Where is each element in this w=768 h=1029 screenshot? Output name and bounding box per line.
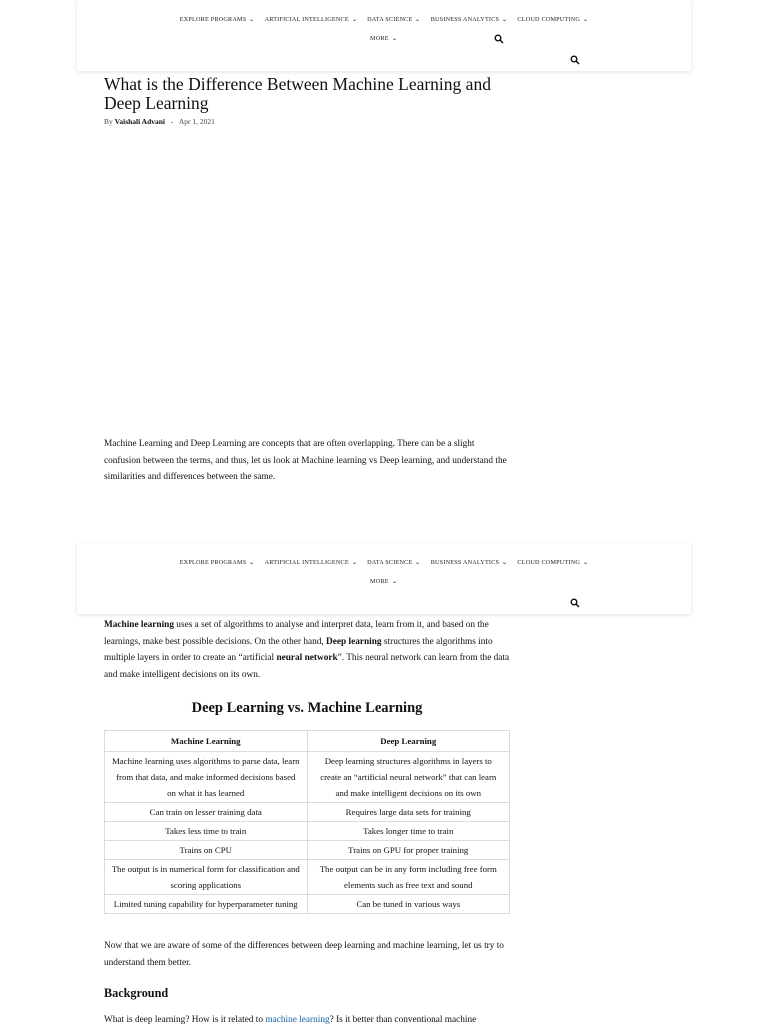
table-cell: Trains on CPU — [105, 841, 308, 860]
nav-item-more[interactable]: MORE ⌄ — [370, 578, 398, 585]
chevron-down-icon: ⌄ — [414, 16, 422, 23]
background-paragraph: What is deep learning? How is it related to machine learning? Is it better than conventional machine — [104, 1015, 477, 1025]
table-cell: Takes less time to train — [105, 822, 308, 841]
author-link[interactable]: Vaishali Advani — [114, 117, 166, 126]
nav-item-business-analytics[interactable]: BUSINESS ANALYTICS ⌄ — [430, 558, 509, 566]
page-title: What is the Difference Between Machine Learning and Deep Learning — [104, 74, 491, 113]
chevron-down-icon: ⌄ — [351, 16, 358, 23]
nav-item-explore-programs[interactable]: EXPLORE PROGRAMS ⌄ — [179, 558, 256, 566]
nav-item-business-analytics[interactable]: BUSINESS ANALYTICS ⌄ — [430, 15, 509, 23]
nav-item-cloud-computing[interactable]: CLOUD COMPUTING ⌄ — [517, 558, 590, 566]
table-cell: Requires large data sets for training — [307, 803, 510, 822]
table-cell: Deep learning structures algorithms in layers to create an “artificial neural network” that can learn and make intelligent decisions on its own — [307, 752, 510, 803]
nav-item-data-science[interactable]: DATA SCIENCE ⌄ — [367, 558, 422, 566]
table-row — [105, 895, 510, 914]
nav-item-explore-programs[interactable]: EXPLORE PROGRAMS ⌄ — [179, 15, 256, 23]
table-header-row — [105, 731, 510, 752]
intro-paragraph: Machine Learning and Deep Learning are concepts that are often overlapping. There can be a slight confusion between the terms, and thus, let us look at Machine learning vs Deep learning, and understand the similarities and differences between the same. — [104, 439, 507, 483]
chevron-down-icon: ⌄ — [390, 579, 398, 585]
nav-item-artificial-intelligence[interactable]: ARTIFICIAL INTELLIGENCE ⌄ — [264, 558, 358, 566]
table-title: Deep Learning vs. Machine Learning — [191, 700, 423, 716]
definition-paragraph: Machine learning uses a set of algorithms to analyse and interpret data, learn from it, and based on the learnings, make best possible decisions. On the other hand, Deep learning structures the algorithms into multiple layers in order to create an “artificial neural network”. This neural network can learn from the data and make intelligent decisions on its own. — [104, 620, 510, 681]
search-icon[interactable] — [494, 34, 504, 44]
table-cell: Takes longer time to train — [307, 822, 510, 841]
table-cell: Can train on lesser training data — [105, 803, 308, 822]
search-icon[interactable] — [570, 598, 580, 608]
nav-item-artificial-intelligence[interactable]: ARTIFICIAL INTELLIGENCE ⌄ — [264, 15, 358, 23]
table-header-cell: Machine Learning — [105, 731, 308, 752]
table-row — [105, 803, 510, 822]
chevron-down-icon: ⌄ — [501, 16, 509, 23]
table-row — [105, 752, 510, 803]
search-icon[interactable] — [570, 55, 580, 65]
table-cell: Trains on GPU for proper training — [307, 841, 510, 860]
chevron-down-icon: ⌄ — [248, 559, 256, 566]
chevron-down-icon: ⌄ — [501, 559, 509, 566]
chevron-down-icon: ⌄ — [582, 559, 590, 566]
table-header-cell: Deep Learning — [307, 731, 510, 752]
table-cell: Can be tuned in various ways — [307, 895, 510, 914]
machine-learning-link[interactable]: machine learning — [265, 1015, 330, 1025]
transition-paragraph: Now that we are aware of some of the differences between deep learning and machine learning, let us try to understand them better. — [104, 941, 504, 968]
chevron-down-icon: ⌄ — [351, 559, 358, 566]
nav-item-more[interactable]: MORE ⌄ — [370, 35, 398, 42]
chevron-down-icon: ⌄ — [390, 36, 398, 42]
table-cell: The output can be in any form including free form elements such as free text and sound — [307, 860, 510, 895]
sticky-navbar — [77, 543, 691, 614]
comparison-table — [104, 730, 510, 914]
byline: By Vaishali Advani - Apr 1, 2021 — [104, 117, 215, 126]
table-cell: Limited tuning capability for hyperparameter tuning — [105, 895, 308, 914]
table-cell: The output is in numerical form for classification and scoring applications — [105, 860, 308, 895]
chevron-down-icon: ⌄ — [582, 16, 590, 23]
section-heading-background: Background — [104, 986, 169, 1000]
main-navbar — [77, 0, 691, 71]
table-row — [105, 860, 510, 895]
table-row — [105, 822, 510, 841]
table-row — [105, 841, 510, 860]
nav-menu — [77, 555, 691, 569]
publish-date: Apr 1, 2021 — [178, 117, 215, 126]
nav-menu — [77, 12, 691, 26]
chevron-down-icon: ⌄ — [248, 16, 256, 23]
nav-item-cloud-computing[interactable]: CLOUD COMPUTING ⌄ — [517, 15, 590, 23]
chevron-down-icon: ⌄ — [414, 559, 422, 566]
nav-item-data-science[interactable]: DATA SCIENCE ⌄ — [367, 15, 422, 23]
table-cell: Machine learning uses algorithms to parse data, learn from that data, and make informed decisions based on what it has learned — [105, 752, 308, 803]
